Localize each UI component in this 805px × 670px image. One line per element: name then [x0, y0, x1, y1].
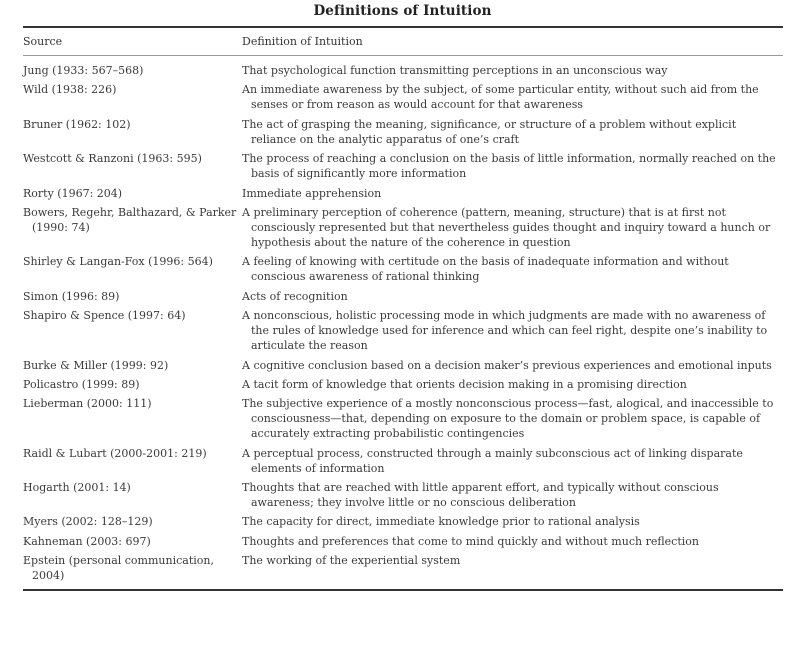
table-row: [23, 514, 783, 529]
table-row: [23, 254, 783, 284]
source-cell: Kahneman (2003: 697): [23, 534, 151, 548]
table-body: [23, 56, 783, 583]
table-row: [23, 377, 783, 392]
table-row: [23, 480, 783, 510]
table-row: [23, 63, 783, 78]
table-row: [23, 205, 783, 250]
definition-cell: A preliminary perception of coherence (pattern, meaning, structure) that is at first not consciously represented but that nevertheless guides thought and inquiry toward a hunch or hypothesis about the nature of the coherence in question: [242, 205, 771, 249]
definition-cell: The subjective experience of a mostly nonconscious process—fast, alogical, and inaccessible to consciousness—that, depending on exposure to the domain or problem space, is capable of accurately extracting probabilistic contingencies: [242, 397, 774, 441]
table-row: [23, 534, 783, 549]
source-cell: Myers (2002: 128–129): [23, 515, 153, 529]
definition-cell: The act of grasping the meaning, significance, or structure of a problem without explicit reliance on the analytic apparatus of one’s craft: [242, 117, 737, 146]
source-cell: Shapiro & Spence (1997: 64): [23, 309, 186, 323]
definition-cell: That psychological function transmitting perceptions in an unconscious way: [242, 64, 668, 77]
definition-cell: An immediate awareness by the subject, of some particular entity, without such aid from the senses or from reason as would account for that awareness: [242, 83, 759, 112]
source-cell: Hogarth (2001: 14): [23, 481, 131, 495]
definition-cell: A nonconscious, holistic processing mode in which judgments are made with no awareness of the rules of knowledge used for inference and which can feel right, despite one’s inability to articulate the reason: [242, 309, 768, 353]
source-cell: Jung (1933: 567–568): [23, 64, 144, 77]
table-row: [23, 186, 783, 201]
definition-cell: The process of reaching a conclusion on the basis of little information, normally reached on the basis of significantly more information: [242, 152, 776, 181]
definition-cell: A feeling of knowing with certitude on the basis of inadequate information and without conscious awareness of rational thinking: [242, 255, 729, 284]
column-header-definition: Definition of Intuition: [242, 35, 363, 48]
table-row: [23, 446, 783, 476]
definitions-table: [23, 26, 783, 591]
source-cell: Raidl & Lubart (2000-2001: 219): [23, 446, 207, 460]
definition-cell: The working of the experiential system: [242, 554, 461, 568]
source-cell: Bruner (1962: 102): [23, 117, 131, 131]
table-row: [23, 553, 783, 583]
source-cell: Westcott & Ranzoni (1963: 595): [23, 152, 202, 166]
column-header-source: Source: [23, 35, 63, 48]
source-cell: Burke & Miller (1999: 92): [23, 358, 169, 372]
table-row: [23, 308, 783, 353]
bottom-rule: [23, 589, 783, 591]
table-row: [23, 117, 783, 147]
source-cell: Epstein (personal communication, 2004): [23, 554, 214, 583]
source-cell: Rorty (1967: 204): [23, 186, 123, 200]
definition-cell: A cognitive conclusion based on a decision maker’s previous experiences and emotional inputs: [242, 358, 772, 372]
source-cell: Bowers, Regehr, Balthazard, & Parker (1990: 74): [23, 205, 237, 234]
source-cell: Simon (1996: 89): [23, 289, 120, 303]
source-cell: Policastro (1999: 89): [23, 377, 140, 391]
source-cell: Shirley & Langan-Fox (1996: 564): [23, 255, 213, 269]
table-title: Definitions of Intuition: [313, 3, 492, 19]
definition-cell: The capacity for direct, immediate knowledge prior to rational analysis: [242, 515, 640, 529]
table-header: [23, 28, 783, 55]
definition-cell: Thoughts that are reached with little apparent effort, and typically without conscious awareness; they involve little or no conscious deliberation: [242, 481, 719, 510]
table-row: [23, 82, 783, 112]
definition-cell: A tacit form of knowledge that orients decision making in a promising direction: [242, 377, 687, 391]
table-row: [23, 396, 783, 441]
source-cell: Lieberman (2000: 111): [23, 397, 152, 411]
table-row: [23, 358, 783, 373]
definition-cell: Immediate apprehension: [242, 186, 382, 200]
definition-cell: Acts of recognition: [242, 289, 348, 303]
definition-cell: A perceptual process, constructed through a mainly subconscious act of linking disparate elements of information: [242, 446, 743, 475]
table-row: [23, 289, 783, 304]
source-cell: Wild (1938: 226): [23, 83, 117, 97]
table-row: [23, 151, 783, 181]
definition-cell: Thoughts and preferences that come to mind quickly and without much reflection: [242, 534, 699, 548]
